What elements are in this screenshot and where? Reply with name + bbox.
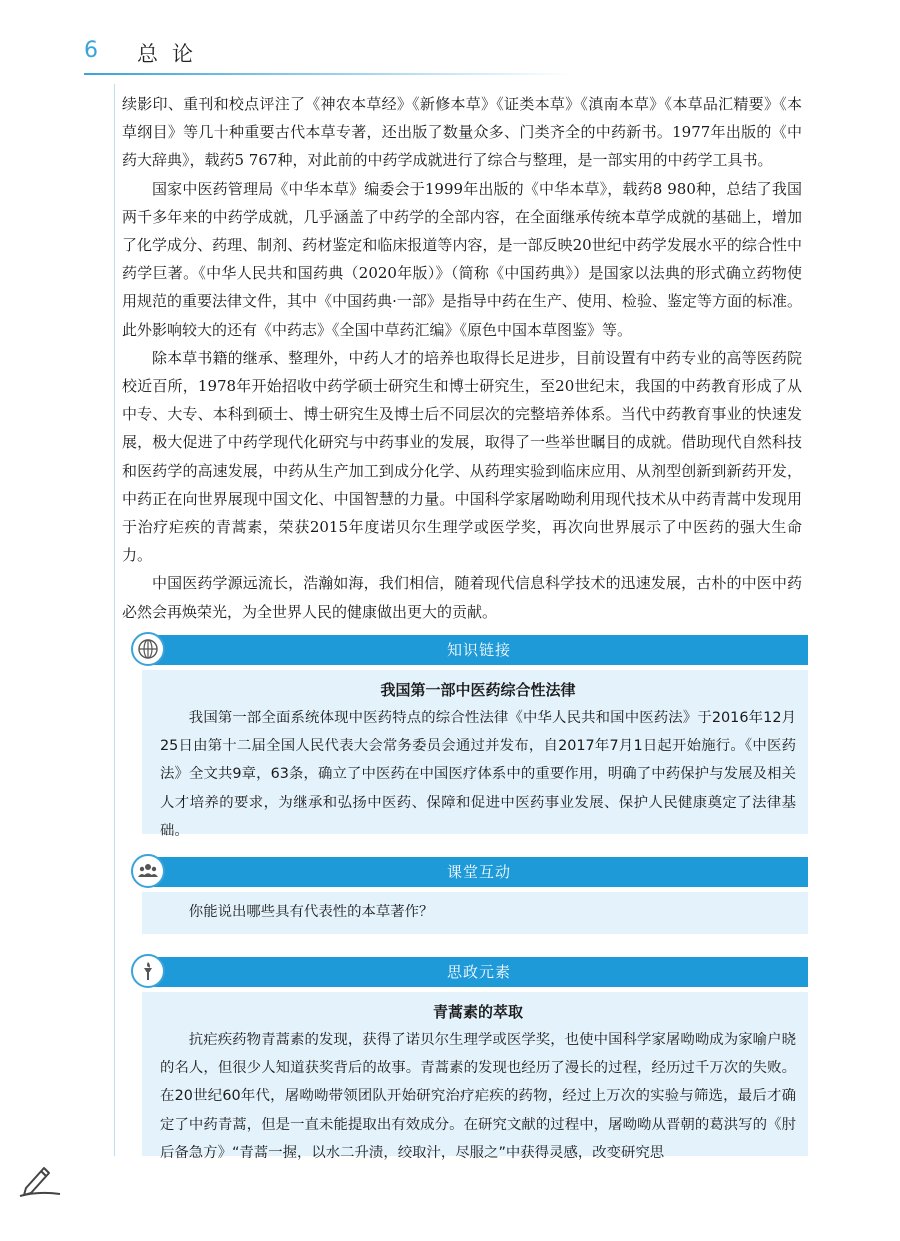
body-paragraph: 续影印、重刊和校点评注了《神农本草经》《新修本草》《证类本草》《滇南本草》《本草品汇精要》《本草纲目》等几十种重要古代本草专著，还出版了数量众多、门类齐全的中药新书。1977年出版的《中药大辞典》，载药5 767种，对此前的中药学成就进行了综合与整理，是一部实用的中药学工具书。 <box>122 95 802 170</box>
people-icon <box>131 854 165 888</box>
ideology-box <box>142 992 808 1161</box>
header-rule <box>84 73 574 75</box>
body-paragraph: 国家中医药管理局《中华本草》编委会于1999年出版的《中华本草》，载药8 980种，总结了我国两千多年来的中药学成就，几乎涵盖了中药学的全部内容，在全面继承传统本草学成就的基础上，增加了化学成分、药理、制剂、药材鉴定和临床报道等内容，是一部反映20世纪中药学发展水平的综合性中药学巨著。《中华人民共和国药典（2020年版）》（简称《中国药典》）是国家以法典的形式确立药物使用规范的重要法律文件，其中《中国药典·一部》是指导中药在生产、使用、检验、鉴定等方面的标准。此外影响较大的还有《中药志》《全国中草药汇编》《原色中国本草图鉴》等。 <box>122 179 802 339</box>
knowledge-link-label: 知识链接 <box>150 635 808 665</box>
knowledge-link-box <box>142 670 808 839</box>
knowledge-link-title <box>128 630 808 670</box>
chapter-title: 总论 <box>137 42 207 66</box>
pen-icon <box>18 1158 62 1198</box>
classroom-box <box>142 892 808 934</box>
page-header <box>0 0 900 80</box>
classroom-question: 你能说出哪些具有代表性的本草著作？ <box>188 904 434 920</box>
classroom-label: 课堂互动 <box>150 857 808 887</box>
margin-line <box>114 84 115 1156</box>
ideology-title <box>128 952 808 992</box>
body-paragraph: 中国医药学源远流长，浩瀚如海，我们相信，随着现代信息科学技术的迅速发展，古朴的中医中药必然会再焕荣光，为全世界人民的健康做出更大的贡献。 <box>122 574 802 621</box>
torch-icon <box>131 954 165 988</box>
globe-icon <box>131 632 165 666</box>
body-paragraph: 除本草书籍的继承、整理外，中药人才的培养也取得长足进步，目前设置有中药专业的高等医药院校近百所，1978年开始招收中药学硕士研究生和博士研究生，至20世纪末，我国的中药教育形成了从中专、大专、本科到硕士、博士研究生及博士后不同层次的完整培养体系。当代中药教育事业的快速发展，极大促进了中药学现代化研究与中药事业的发展，取得了一些举世瞩目的成就。借助现代自然科技和医药学的高速发展，中药从生产加工到成分化学、从药理实验到临床应用、从剂型创新到新药开发，中药正在向世界展现中国文化、中国智慧的力量。中国科学家屠呦呦利用现代技术从中药青蒿中发现用于治疗疟疾的青蒿素，荣获2015年度诺贝尔生理学或医学奖，再次向世界展示了中医药的强大生命力。 <box>122 348 802 565</box>
knowledge-link-text: 我国第一部全面系统体现中医药特点的综合性法律《中华人民共和国中医药法》于2016年12月25日由第十二届全国人民代表大会常务委员会通过并发布，自2017年7月1日起开始施行。《中医药法》全文共9章，63条，确立了中医药在中国医疗体系中的重要作用，明确了中药保护与发展及相关人才培养的要求，为继承和弘扬中医药、保障和促进中医药事业发展、保护人民健康奠定了法律基础。 <box>160 710 796 839</box>
ideology-label: 思政元素 <box>150 957 808 987</box>
main-body-text <box>122 90 802 626</box>
page-number: 6 <box>84 38 98 63</box>
knowledge-link-heading: 我国第一部中医药综合性法律 <box>380 681 576 699</box>
classroom-title <box>128 852 808 892</box>
ideology-heading: 青蒿素的萃取 <box>432 1003 523 1021</box>
ideology-text: 抗疟疾药物青蒿素的发现，获得了诺贝尔生理学或医学奖，也使中国科学家屠呦呦成为家喻户晓的名人，但很少人知道获奖背后的故事。青蒿素的发现也经历了漫长的过程，经历过千万次的失败。在20世纪60年代，屠呦呦带领团队开始研究治疗疟疾的药物，经过上万次的实验与筛选，最后才确定了中药青蒿，但是一直未能提取出有效成分。在研究文献的过程中，屠呦呦从晋朝的葛洪写的《肘后备急方》“青蒿一握，以水二升渍，绞取汁，尽服之”中获得灵感，改变研究思 <box>160 1032 796 1161</box>
